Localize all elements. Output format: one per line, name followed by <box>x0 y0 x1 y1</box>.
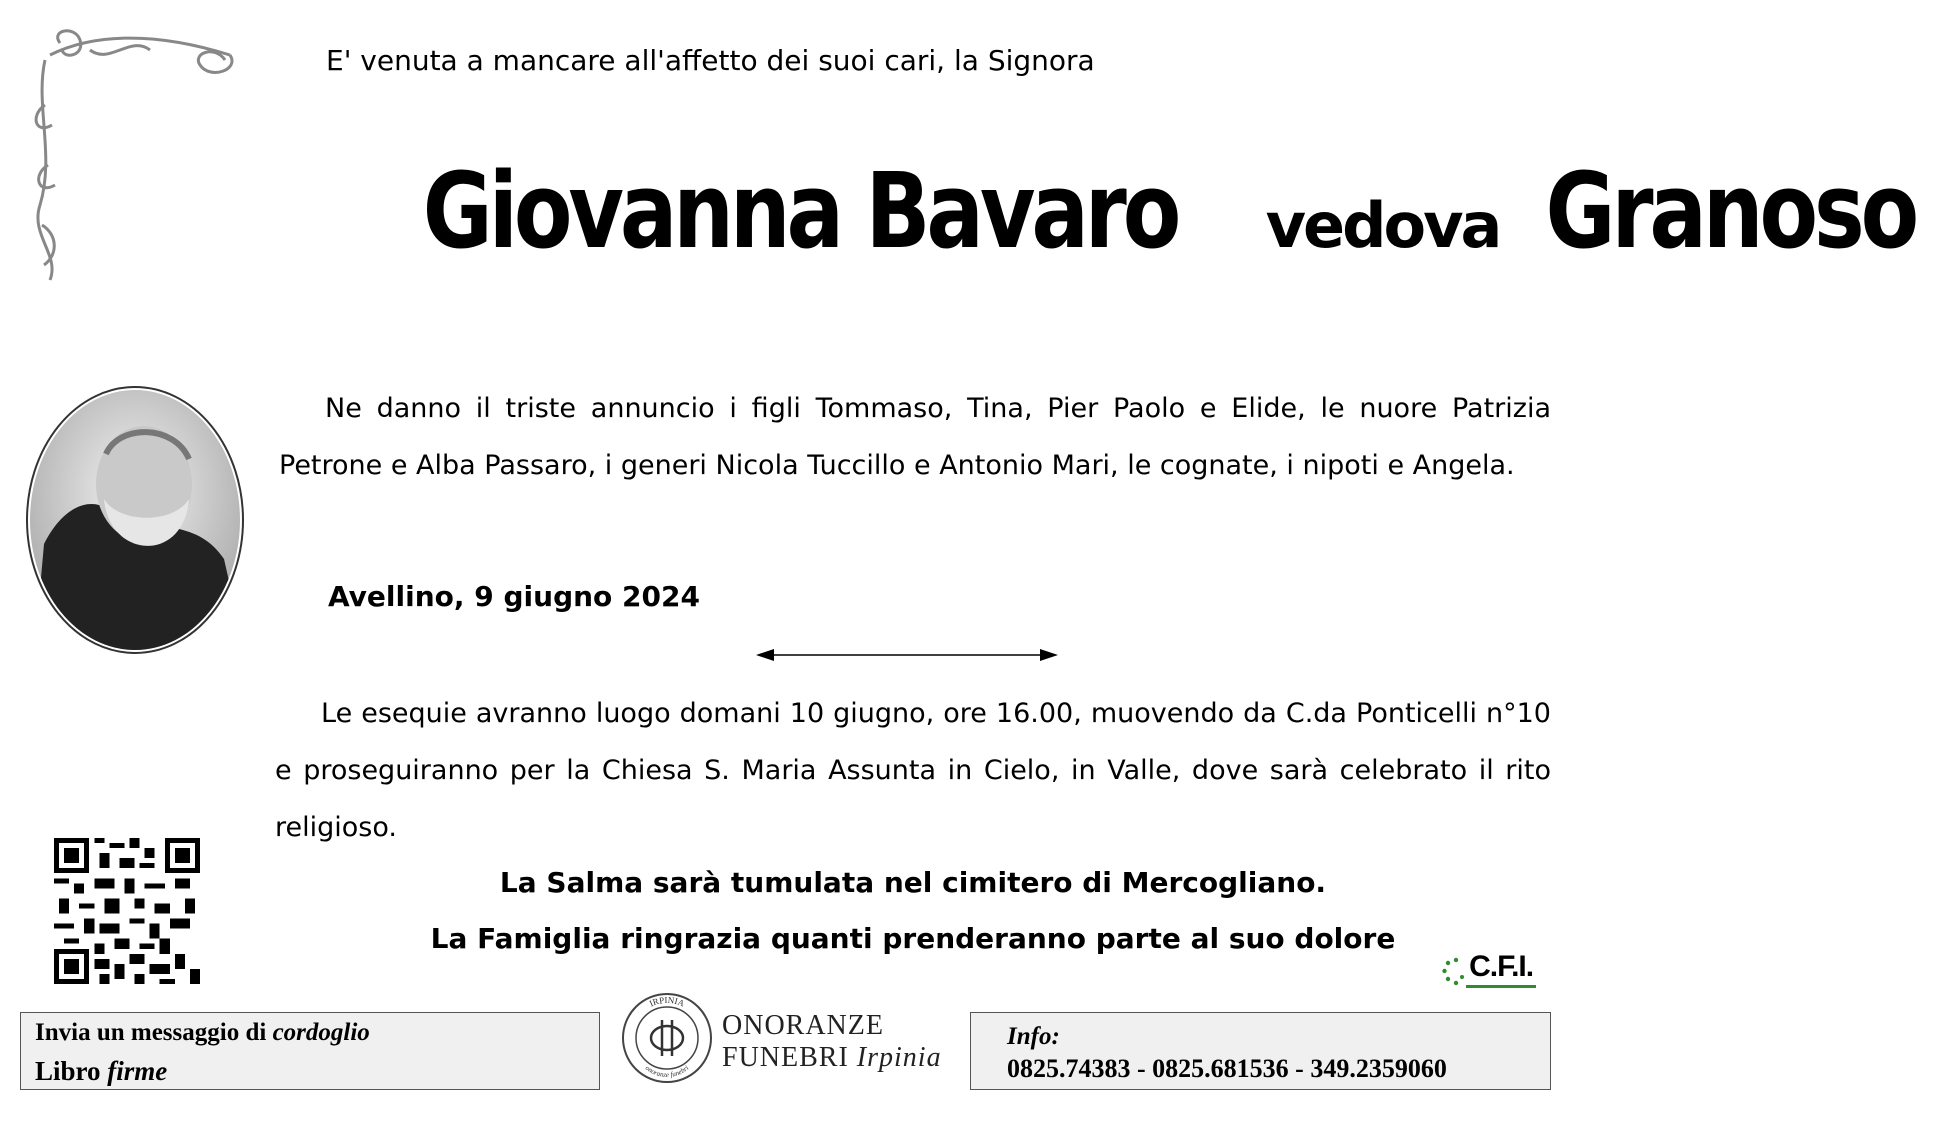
name-middle: vedova <box>1265 189 1500 262</box>
condolence-message-link[interactable]: Invia un messaggio di cordoglio <box>35 1019 370 1046</box>
funeral-text: Le esequie avranno luogo domani 10 giugno, ore 16.00, muovendo da C.da Ponticelli n°10 e proseguiranno per la Chiesa S. Maria Assunta in Cielo, in Valle, dove sarà celebrato il rito religioso. <box>275 698 1551 843</box>
info-label: Info: <box>1007 1023 1060 1050</box>
svg-text:onoranze funebri: onoranze funebri <box>643 1063 691 1080</box>
deceased-name <box>340 150 1916 272</box>
condolence-box[interactable] <box>20 1012 600 1090</box>
info-box <box>970 1012 1551 1090</box>
announcement-paragraph <box>279 380 1551 494</box>
cfi-logo-text: C.F.I. <box>1469 950 1534 983</box>
corner-ornament <box>30 25 245 290</box>
thanks-text: La Famiglia ringrazia quanti prenderanno parte al suo dolore <box>430 922 1396 955</box>
funeral-home-name: ONORANZE FUNEBRI Irpinia <box>722 1010 942 1073</box>
burial-text: La Salma sarà tumulata nel cimitero di Mercogliano. <box>499 866 1327 899</box>
funeral-home-seal <box>618 990 716 1086</box>
cfi-dots-icon <box>1442 957 1464 987</box>
place-date: Avellino, 9 giugno 2024 <box>328 580 700 613</box>
name-first: Giovanna Bavaro <box>422 150 1178 272</box>
announcement-text: Ne danno il triste annuncio i figli Tommaso, Tina, Pier Paolo e Elide, le nuore Patrizia Petrone e Alba Passaro, i generi Nicola Tuccillo e Antonio Mari, le cognate, i nipoti e Angela. <box>279 393 1551 481</box>
name-last: Granoso <box>1545 150 1916 272</box>
cfi-logo <box>1442 950 1536 988</box>
portrait-image <box>24 384 246 656</box>
separator-arrow <box>756 646 1058 664</box>
svg-text:IRPINIA: IRPINIA <box>647 994 686 1009</box>
qr-code[interactable] <box>54 838 200 984</box>
phone-numbers[interactable]: 0825.74383 - 0825.681536 - 349.2359060 <box>1007 1054 1447 1083</box>
funeral-paragraph <box>275 685 1551 856</box>
guestbook-link[interactable]: Libro firme <box>35 1056 168 1086</box>
intro-text: E' venuta a mancare all'affetto dei suoi cari, la Signora <box>326 44 1095 77</box>
